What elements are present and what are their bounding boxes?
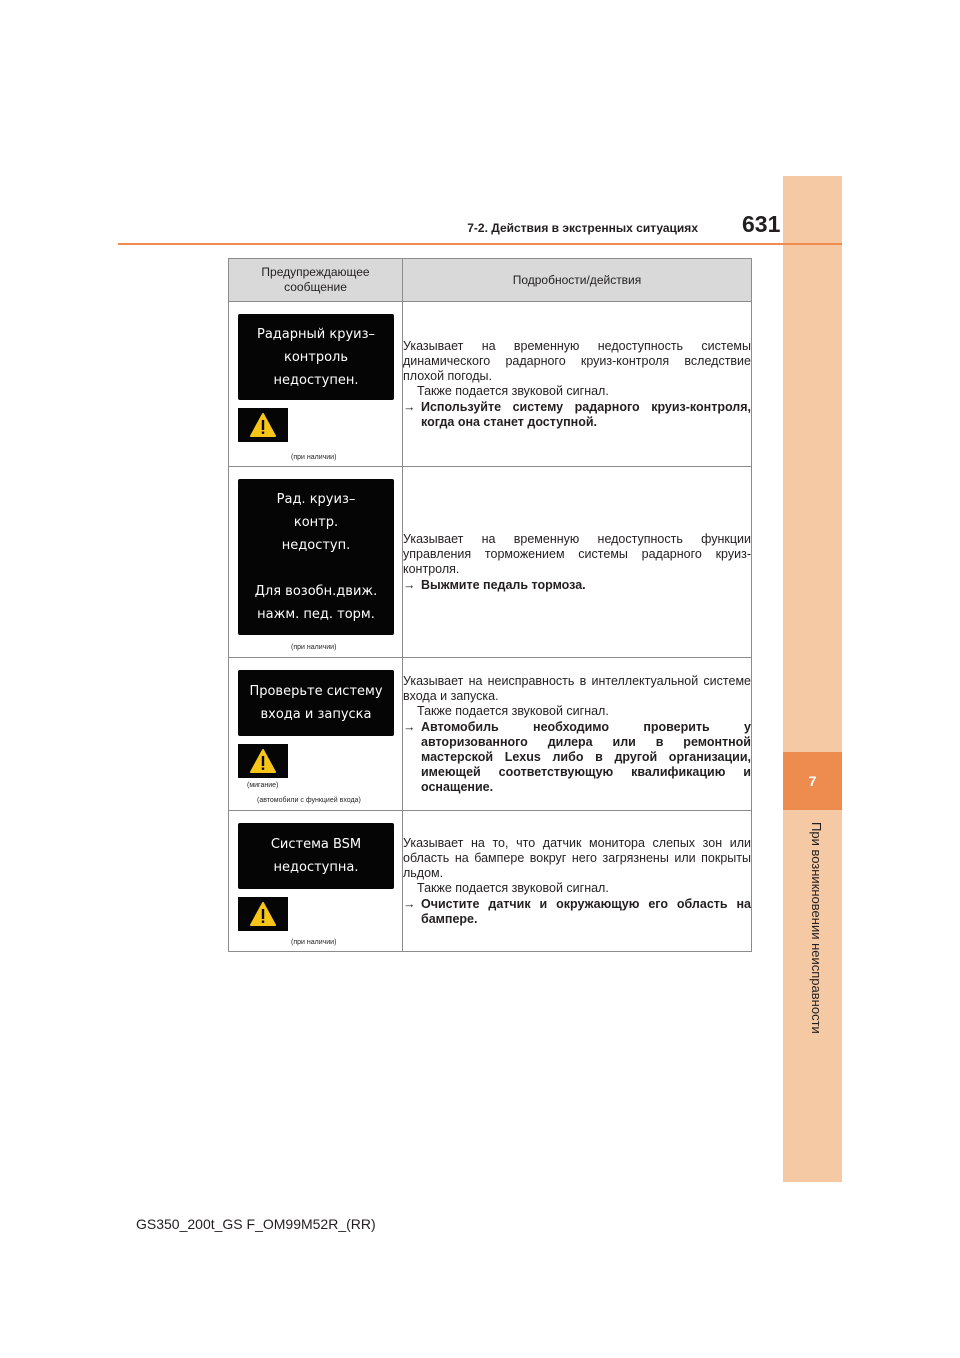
chapter-number-badge: 7 xyxy=(783,752,842,810)
table-row xyxy=(229,467,752,658)
description-text: Указывает на то, что датчик монитора слепых зон или область на бампере вокруг него загрязнены или покрыты льдом. xyxy=(403,835,751,880)
message-details-cell xyxy=(403,302,752,467)
column-header-message: Предупреждающее сообщение xyxy=(229,259,403,302)
header-rule xyxy=(118,243,842,245)
section-title: 7-2. Действия в экстренных ситуациях xyxy=(467,221,698,235)
extra-text: Также подается звуковой сигнал. xyxy=(417,383,609,398)
availability-note: (при наличии) xyxy=(291,454,337,461)
message-image-cell xyxy=(229,811,403,952)
action-item: → Используйте систему радарного круиз-контроля, когда она станет доступной. xyxy=(403,399,751,429)
description-text: Указывает на временную недоступность системы динамического радарного круиз-контроля вследствие плохой погоды. xyxy=(403,338,751,383)
display-screen: Радарный круиз– контроль недоступен. xyxy=(238,314,394,400)
availability-note: (автомобили с функцией входа) xyxy=(257,797,361,804)
display-screen: Рад. круиз– контр. недоступ. Для возобн.движ. нажм. пед. торм. xyxy=(238,479,394,635)
availability-note: (при наличии) xyxy=(291,939,337,946)
column-header-details: Подробности/действия xyxy=(403,259,752,302)
warning-light-icon xyxy=(238,408,288,442)
warning-message-table xyxy=(228,258,752,952)
arrow-right-icon: → xyxy=(403,399,416,414)
extra-text: Также подается звуковой сигнал. xyxy=(417,703,609,718)
flashing-note: (мигание) xyxy=(247,782,279,789)
document-code-footer: GS350_200t_GS F_OM99M52R_(RR) xyxy=(136,1216,376,1232)
description-text: Указывает на неисправность в интеллектуальной системе входа и запуска. xyxy=(403,673,751,703)
extra-text: Также подается звуковой сигнал. xyxy=(417,880,609,895)
page-number: 631 xyxy=(742,211,781,237)
table-row xyxy=(229,302,752,467)
warning-light-icon xyxy=(238,897,288,931)
table-row xyxy=(229,658,752,811)
action-item: → Очистите датчик и окружающую его область на бампере. xyxy=(403,896,751,926)
message-details-cell xyxy=(403,658,752,811)
message-image-cell xyxy=(229,302,403,467)
display-screen: Проверьте систему входа и запуска xyxy=(238,670,394,736)
message-details-cell xyxy=(403,811,752,952)
table-header-row xyxy=(229,259,752,302)
message-details-cell xyxy=(403,467,752,658)
table-row xyxy=(229,811,752,952)
arrow-right-icon: → xyxy=(403,577,416,592)
arrow-right-icon: → xyxy=(403,719,416,734)
warning-light-icon xyxy=(238,744,288,778)
message-image-cell xyxy=(229,467,403,658)
arrow-right-icon: → xyxy=(403,896,416,911)
action-item: → Автомобиль необходимо проверить у авторизованного дилера или в ремонтной мастерской Lexus либо в другой организации, имеющей соответствующую квалификацию и оснащение. xyxy=(403,719,751,794)
action-item: → Выжмите педаль тормоза. xyxy=(403,577,586,592)
description-text: Указывает на временную недоступность функции управления торможением системы радарного круиз-контроля. xyxy=(403,531,751,576)
message-image-cell xyxy=(229,658,403,811)
display-screen: Система BSM недоступна. xyxy=(238,823,394,889)
availability-note: (при наличии) xyxy=(291,644,337,651)
chapter-title: При возникновении неисправности xyxy=(809,822,824,1034)
